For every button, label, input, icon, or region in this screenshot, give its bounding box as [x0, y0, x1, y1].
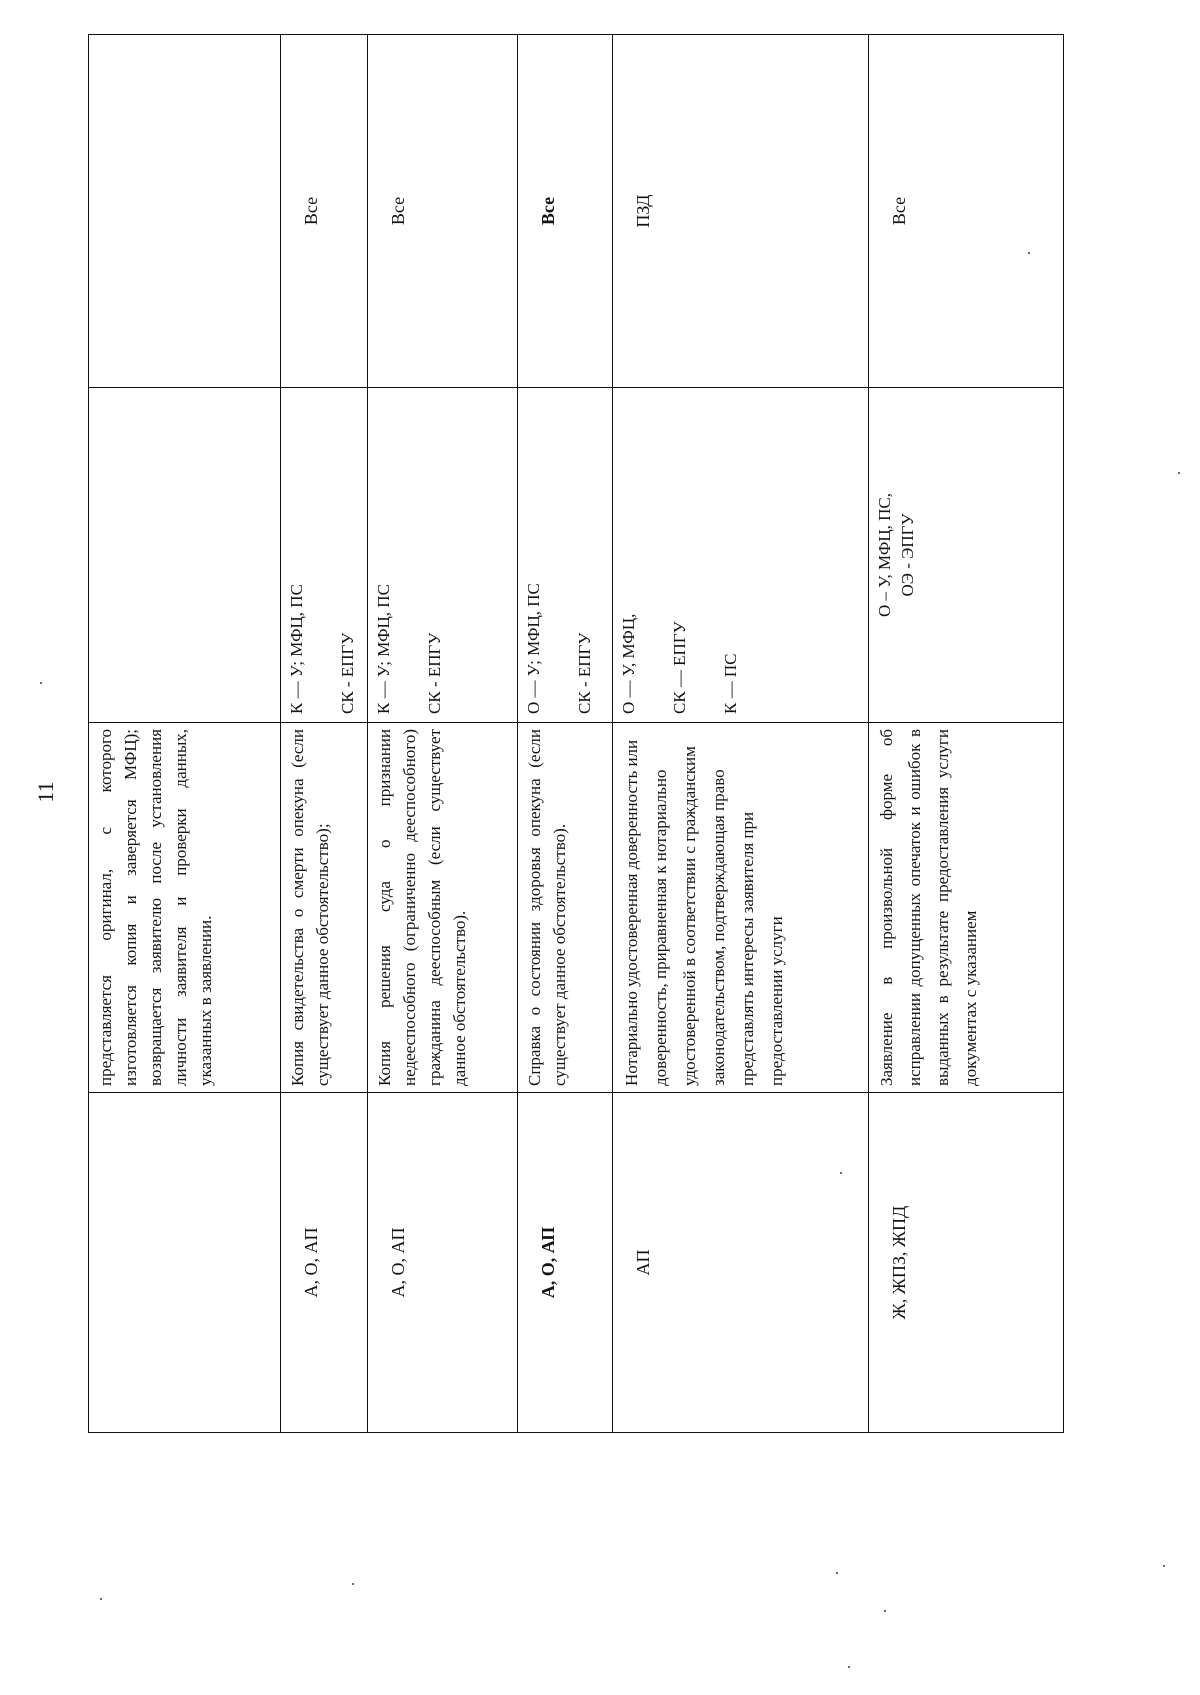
submission-method-cell: [518, 388, 613, 723]
method-line: ОЭ - ЭПГУ: [898, 513, 917, 597]
table-row: [368, 35, 518, 1433]
scan-speck: [848, 1666, 850, 1668]
recipients-cell: Все: [368, 35, 518, 388]
submission-method-cell: [368, 388, 518, 723]
applicant-category-cell: Ж, ЖПЗ, ЖПД: [869, 1093, 1064, 1433]
document-description-cell: Заявление в произвольной форме об исправлении допущенных опечаток и ошибок в выданных в результате предоставления услуги документах с указанием: [869, 723, 1064, 1093]
table-row: [518, 35, 613, 1433]
scan-speck: [1163, 1565, 1165, 1567]
method-line: СК - ЕПГУ: [575, 632, 594, 714]
method-line: О — У; МФЦ, ПС: [524, 583, 543, 714]
document-description-cell: Копия решения суда о признании недееспособного (ограниченно дееспособного) гражданина дееспособным (если существует данное обстоятельство).: [368, 723, 518, 1093]
table-row: [89, 35, 281, 1433]
method-line: О — У, МФЦ,: [619, 613, 638, 714]
document-description-cell: представляется оригинал, с которого изготовляется копия и заверяется МФЦ); возвращается заявителю после установления личности заявителя и проверки данных, указанных в заявлении.: [89, 723, 281, 1093]
documents-table: [88, 34, 1064, 1433]
applicant-category-cell: АП: [613, 1093, 869, 1433]
method-line: К — У; МФЦ, ПС: [287, 584, 306, 714]
submission-method-cell: [869, 388, 1064, 723]
scan-speck: [836, 1572, 838, 1574]
method-line: СК — ЕПГУ: [670, 621, 689, 714]
scan-speck: [352, 1583, 354, 1585]
recipients-cell: Все: [281, 35, 368, 388]
submission-method-cell: [613, 388, 869, 723]
document-description-cell: Копия свидетельства о смерти опекуна (если существует данное обстоятельство);: [281, 723, 368, 1093]
submission-method-cell: [281, 388, 368, 723]
table-row: [613, 35, 869, 1433]
recipients-cell: Все: [869, 35, 1064, 388]
method-line: К — У; МФЦ, ПС: [374, 584, 393, 714]
applicant-category-cell: А, О, АП: [518, 1093, 613, 1433]
applicant-category-cell: А, О, АП: [281, 1093, 368, 1433]
recipients-cell: Все: [518, 35, 613, 388]
method-line: СК - ЕПГУ: [338, 632, 357, 714]
applicant-category-cell: А, О, АП: [368, 1093, 518, 1433]
applicant-category-cell: [89, 1093, 281, 1433]
scan-speck: [40, 682, 42, 684]
document-description-cell: Нотариально удостоверенная доверенность или доверенность, приравненная к нотариально удостоверенной в соответствии с гражданским законодательством, подтверждающая право представлять интересы заявителя при предоставлении услуги: [613, 723, 869, 1093]
recipients-cell: ПЗД: [613, 35, 869, 388]
method-line: К — ПС: [721, 653, 740, 714]
method-line: СК - ЕПГУ: [425, 632, 444, 714]
document-description-cell: Справка о состоянии здоровья опекуна (если существует данное обстоятельство).: [518, 723, 613, 1093]
table-row: [869, 35, 1064, 1433]
table-row: [281, 35, 368, 1433]
submission-method-cell: [89, 388, 281, 723]
recipients-cell: [89, 35, 281, 388]
scan-speck: [100, 1598, 102, 1600]
page-number: 11: [33, 781, 58, 803]
method-line: О – У, МФЦ, ПС,: [875, 493, 894, 618]
scan-speck: [884, 1610, 886, 1612]
rotated-table-container: [88, 35, 1063, 1433]
scan-speck: [1178, 472, 1180, 474]
